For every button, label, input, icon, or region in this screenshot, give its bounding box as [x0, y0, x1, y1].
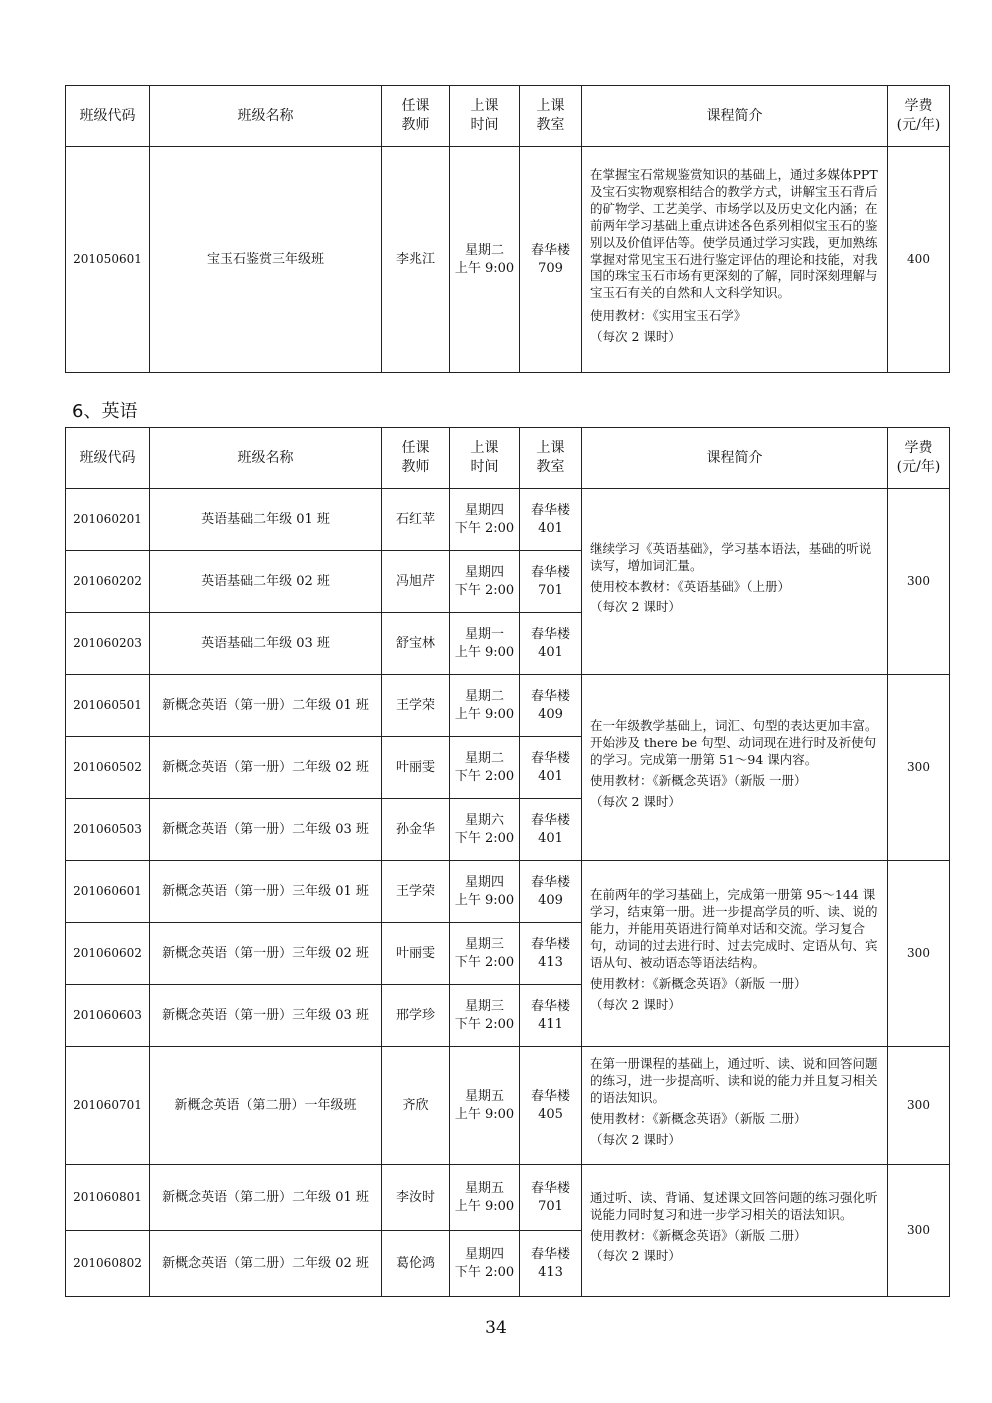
class-time: 星期三 下午 2:00 [450, 985, 520, 1047]
table-header-row [66, 86, 950, 147]
class-code: 201060601 [66, 861, 150, 923]
class-time: 星期二 上午 9:00 [450, 147, 520, 373]
class-name: 新概念英语（第一册）二年级 01 班 [150, 675, 382, 737]
course-description [582, 147, 888, 373]
teacher: 李汝时 [382, 1165, 450, 1231]
class-code: 201060602 [66, 923, 150, 985]
course-description [582, 489, 888, 675]
teacher: 王学荣 [382, 675, 450, 737]
classroom: 春华楼 405 [520, 1047, 582, 1165]
class-name: 新概念英语（第一册）二年级 02 班 [150, 737, 382, 799]
header-time: 上课 时间 [450, 86, 520, 147]
textbook: 使用教材：《新概念英语》（新版 二册） [590, 1110, 807, 1126]
course-description [582, 1165, 888, 1297]
table-row [66, 1165, 950, 1231]
classroom: 春华楼 411 [520, 985, 582, 1047]
teacher: 齐欣 [382, 1047, 450, 1165]
description-text: 在掌握宝石常规鉴赏知识的基础上，通过多媒体PPT及宝石实物观察相结合的教学方式，讲解宝玉石背后的矿物学、工艺美学、市场学以及历史文化内涵；在前两年学习基础上重点讲述各色系列相似宝玉石的鉴别以及价值评估等。使学员通过学习实践，更加熟练掌握对常见宝玉石进行鉴定评估的理论和技能，对我国的珠宝玉石市场有更深刻的了解，同时深刻理解与宝玉石有关的自然和人文科学知识。 [590, 167, 878, 301]
header-room: 上课 教室 [520, 86, 582, 147]
class-name: 新概念英语（第一册）三年级 03 班 [150, 985, 382, 1047]
class-time: 星期六 下午 2:00 [450, 799, 520, 861]
class-name: 新概念英语（第一册）三年级 01 班 [150, 861, 382, 923]
tuition-fee: 300 [888, 675, 950, 861]
description-text: 在第一册课程的基础上，通过听、读、说和回答问题的练习，进一步提高听、读和说的能力并且复习相关的语法知识。 [590, 1056, 878, 1106]
course-table-english [65, 427, 950, 1297]
tuition-fee: 300 [888, 861, 950, 1047]
class-time: 星期二 上午 9:00 [450, 675, 520, 737]
header-fee: 学费 (元/年) [888, 428, 950, 489]
class-code: 201060701 [66, 1047, 150, 1165]
class-time: 星期四 上午 9:00 [450, 861, 520, 923]
header-time: 上课 时间 [450, 428, 520, 489]
class-name: 英语基础二年级 02 班 [150, 551, 382, 613]
teacher: 葛伦鸿 [382, 1231, 450, 1297]
class-code: 201060802 [66, 1231, 150, 1297]
tuition-fee: 300 [888, 1165, 950, 1297]
table-row [66, 861, 950, 923]
class-hours: （每次 2 课时） [590, 1131, 681, 1147]
teacher: 孙金华 [382, 799, 450, 861]
class-code: 201060801 [66, 1165, 150, 1231]
header-name: 班级名称 [150, 428, 382, 489]
classroom: 春华楼 401 [520, 799, 582, 861]
table-row [66, 1047, 950, 1165]
classroom: 春华楼 409 [520, 675, 582, 737]
description-text: 在一年级教学基础上，词汇、句型的表达更加丰富。开始涉及 there be 句型、动词现在进行时及祈使句的学习。完成第一册第 51～94 课内容。 [590, 718, 878, 768]
teacher: 舒宝林 [382, 613, 450, 675]
classroom: 春华楼 409 [520, 861, 582, 923]
class-name: 英语基础二年级 03 班 [150, 613, 382, 675]
table-row [66, 489, 950, 551]
textbook: 使用校本教材：《英语基础》（上册） [590, 578, 791, 594]
class-hours: （每次 2 课时） [590, 599, 681, 615]
header-fee: 学费 (元/年) [888, 86, 950, 147]
header-room: 上课 教室 [520, 428, 582, 489]
class-code: 201060203 [66, 613, 150, 675]
class-hours: （每次 2 课时） [590, 329, 681, 344]
table-row [66, 147, 950, 373]
classroom: 春华楼 401 [520, 737, 582, 799]
class-name: 新概念英语（第二册）二年级 01 班 [150, 1165, 382, 1231]
header-desc: 课程简介 [582, 428, 888, 489]
class-hours: （每次 2 课时） [590, 793, 681, 809]
header-code: 班级代码 [66, 86, 150, 147]
textbook: 使用教材：《新概念英语》（新版 一册） [590, 975, 807, 991]
class-time: 星期五 上午 9:00 [450, 1047, 520, 1165]
textbook: 使用教材：《实用宝玉石学》 [590, 308, 747, 324]
tuition-fee: 300 [888, 1047, 950, 1165]
teacher: 叶丽雯 [382, 923, 450, 985]
class-time: 星期四 下午 2:00 [450, 551, 520, 613]
class-time: 星期四 下午 2:00 [450, 1231, 520, 1297]
classroom: 春华楼 413 [520, 1231, 582, 1297]
class-hours: （每次 2 课时） [590, 996, 681, 1012]
class-code: 201060202 [66, 551, 150, 613]
teacher: 王学荣 [382, 861, 450, 923]
textbook: 使用教材：《新概念英语》（新版 一册） [590, 772, 807, 788]
class-name: 新概念英语（第二册）一年级班 [150, 1047, 382, 1165]
description-text: 通过听、读、背诵、复述课文回答问题的练习强化听说能力同时复习和进一步学习相关的语法知识。 [590, 1189, 878, 1222]
header-desc: 课程简介 [582, 86, 888, 147]
header-teacher: 任课 教师 [382, 428, 450, 489]
course-table-gem [65, 85, 950, 373]
classroom: 春华楼 413 [520, 923, 582, 985]
class-time: 星期五 上午 9:00 [450, 1165, 520, 1231]
page-number: 34 [485, 1318, 507, 1338]
class-time: 星期二 下午 2:00 [450, 737, 520, 799]
teacher: 冯旭芹 [382, 551, 450, 613]
header-name: 班级名称 [150, 86, 382, 147]
class-code: 201060201 [66, 489, 150, 551]
tuition-fee: 400 [888, 147, 950, 373]
class-code: 201060603 [66, 985, 150, 1047]
textbook: 使用教材：《新概念英语》（新版 二册） [590, 1227, 807, 1243]
header-teacher: 任课 教师 [382, 86, 450, 147]
teacher: 石红苹 [382, 489, 450, 551]
table-header-row [66, 428, 950, 489]
class-time: 星期一 上午 9:00 [450, 613, 520, 675]
table-row [66, 675, 950, 737]
classroom: 春华楼 709 [520, 147, 582, 373]
course-description [582, 861, 888, 1047]
course-description [582, 1047, 888, 1165]
class-name: 新概念英语（第一册）二年级 03 班 [150, 799, 382, 861]
class-code: 201060503 [66, 799, 150, 861]
classroom: 春华楼 701 [520, 1165, 582, 1231]
class-code: 201050601 [66, 147, 150, 373]
classroom: 春华楼 401 [520, 613, 582, 675]
teacher: 李兆江 [382, 147, 450, 373]
class-code: 201060502 [66, 737, 150, 799]
section-title: 6、英语 [72, 401, 138, 422]
description-text: 在前两年的学习基础上，完成第一册第 95～144 课学习，结束第一册。进一步提高学员的听、读、说的能力，并能用英语进行简单对话和交流。学习复合句，动词的过去进行时、过去完成时、定语从句、宾语从句、被动语态等语法结构。 [590, 887, 878, 970]
class-time: 星期三 下午 2:00 [450, 923, 520, 985]
teacher: 邢学珍 [382, 985, 450, 1047]
classroom: 春华楼 401 [520, 489, 582, 551]
classroom: 春华楼 701 [520, 551, 582, 613]
header-code: 班级代码 [66, 428, 150, 489]
class-code: 201060501 [66, 675, 150, 737]
class-name: 新概念英语（第一册）三年级 02 班 [150, 923, 382, 985]
class-time: 星期四 下午 2:00 [450, 489, 520, 551]
description-text: 继续学习《英语基础》，学习基本语法，基础的听说读写，增加词汇量。 [590, 540, 872, 573]
teacher: 叶丽雯 [382, 737, 450, 799]
class-name: 英语基础二年级 01 班 [150, 489, 382, 551]
class-name: 新概念英语（第二册）二年级 02 班 [150, 1231, 382, 1297]
class-hours: （每次 2 课时） [590, 1248, 681, 1264]
tuition-fee: 300 [888, 489, 950, 675]
course-description [582, 675, 888, 861]
class-name: 宝玉石鉴赏三年级班 [150, 147, 382, 373]
